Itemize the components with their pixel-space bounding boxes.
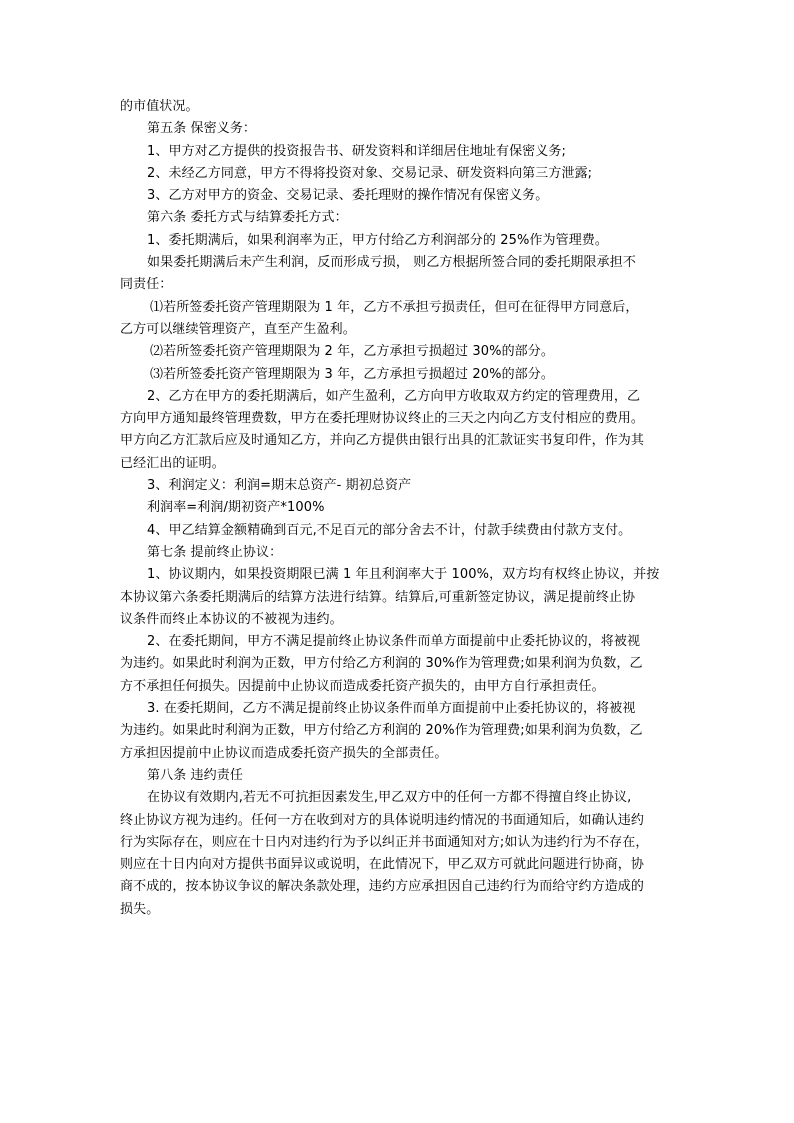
text-line: 已经汇出的证明。 [120, 455, 225, 471]
text-line: 商不成的，按本协议争议的解决条款处理，违约方应承担因自己违约行为而给守约方造成的 [120, 879, 645, 895]
text-line: 行为实际存在，则应在十日内对违约行为予以纠正并书面通知对方;如认为违约行为不存在， [120, 834, 649, 850]
text-line: 1、甲方对乙方提供的投资报告书、研发资料和详细居住地址有保密义务; [147, 143, 566, 159]
text-line: ⑶若所签委托资产管理期限为 3 年，乙方承担亏损超过 20%的部分。 [150, 366, 554, 382]
document-body [120, 96, 680, 921]
text-line: 1、委托期满后，如果利润率为正，甲方付给乙方利润部分的 25%作为管理费。 [147, 232, 608, 248]
text-line: 的市值状况。 [120, 99, 199, 114]
text-line: ⑴若所签委托资产管理期限为 1 年，乙方不承担亏损责任，但可在征得甲方同意后， [150, 299, 639, 315]
text-line: 2、乙方在甲方的委托期满后，如产生盈利，乙方向甲方收取双方约定的管理费用，乙 [147, 388, 641, 404]
text-line: 同责任： [120, 277, 173, 293]
text-line: 甲方向乙方汇款后应及时通知乙方，并向乙方提供由银行出具的汇款证实书复印件，作为其 [120, 433, 645, 449]
text-line: 方向甲方通知最终管理费数，甲方在委托理财协议终止的三天之内向乙方支付相应的费用。 [120, 411, 645, 427]
text-line: 方承担因提前中止协议而造成委托资产损失的全部责任。 [120, 745, 448, 761]
text-line: 损失。 [120, 901, 160, 917]
text-line: 则应在十日内向对方提供书面异议或说明，在此情况下，甲乙双方可就此问题进行协商，协 [120, 857, 645, 873]
text-line: 2、未经乙方同意，甲方不得将投资对象、交易记录、研发资料向第三方泄露; [147, 165, 593, 181]
text-line: 终止协议方视为违约。任何一方在收到对方的具体说明违约情况的书面通知后，如确认违约 [120, 812, 645, 828]
text-line: 为违约。如果此时利润为正数，甲方付给乙方利润的 30%作为管理费;如果利润为负数，乙 [120, 656, 643, 672]
text-line: 乙方可以继续管理资产，直至产生盈利。 [120, 321, 356, 337]
text-line: 3. 在委托期间，乙方不满足提前终止协议条件而单方面提前中止委托协议的，将被视 [147, 701, 636, 717]
text-line: 第五条 保密义务： [147, 121, 257, 137]
text-line: 方不承担任何损失。因提前中止协议而造成委托资产损失的，由甲方自行承担责任。 [120, 678, 605, 694]
text-line: 本协议第六条委托期满后的结算方法进行结算。结算后,可重新签定协议，满足提前终止协 [120, 589, 636, 605]
text-line: 第八条 违约责任 [147, 767, 243, 783]
text-line: 在协议有效期内,若无不可抗拒因素发生,甲乙双方中的任何一方都不得擅自终止协议, [147, 790, 632, 806]
text-line: 2、在委托期间，甲方不满足提前终止协议条件而单方面提前中止委托协议的，将被视 [147, 634, 641, 650]
text-line: ⑵若所签委托资产管理期限为 2 年，乙方承担亏损超过 30%的部分。 [150, 344, 554, 360]
text-line: 第六条 委托方式与结算委托方式： [147, 210, 348, 226]
text-line: 利润率=利润/期初资产*100% [147, 500, 325, 516]
text-line: 3、乙方对甲方的资金、交易记录、委托理财的操作情况有保密义务。 [147, 188, 549, 204]
text-line: 第七条 提前终止协议： [147, 544, 283, 560]
text-line: 为违约。如果此时利润为正数，甲方付给乙方利润的 20%作为管理费;如果利润为负数，乙 [120, 723, 643, 739]
text-line: 4、甲乙结算金额精确到百元,不足百元的部分舍去不计，付款手续费由付款方支付。 [147, 522, 632, 538]
text-line: 如果委托期满后未产生利润，反而形成亏损， 则乙方根据所签合同的委托期限承担不 [147, 255, 636, 271]
text-line: 1、协议期内，如果投资期限已满 1 年且利润率大于 100%，双方均有权终止协议，并按 [147, 567, 660, 583]
text-line: 议条件而终止本协议的不被视为违约。 [120, 611, 343, 627]
document-text [120, 96, 680, 921]
text-line: 3、利润定义：利润=期末总资产- 期初总资产 [147, 478, 412, 494]
